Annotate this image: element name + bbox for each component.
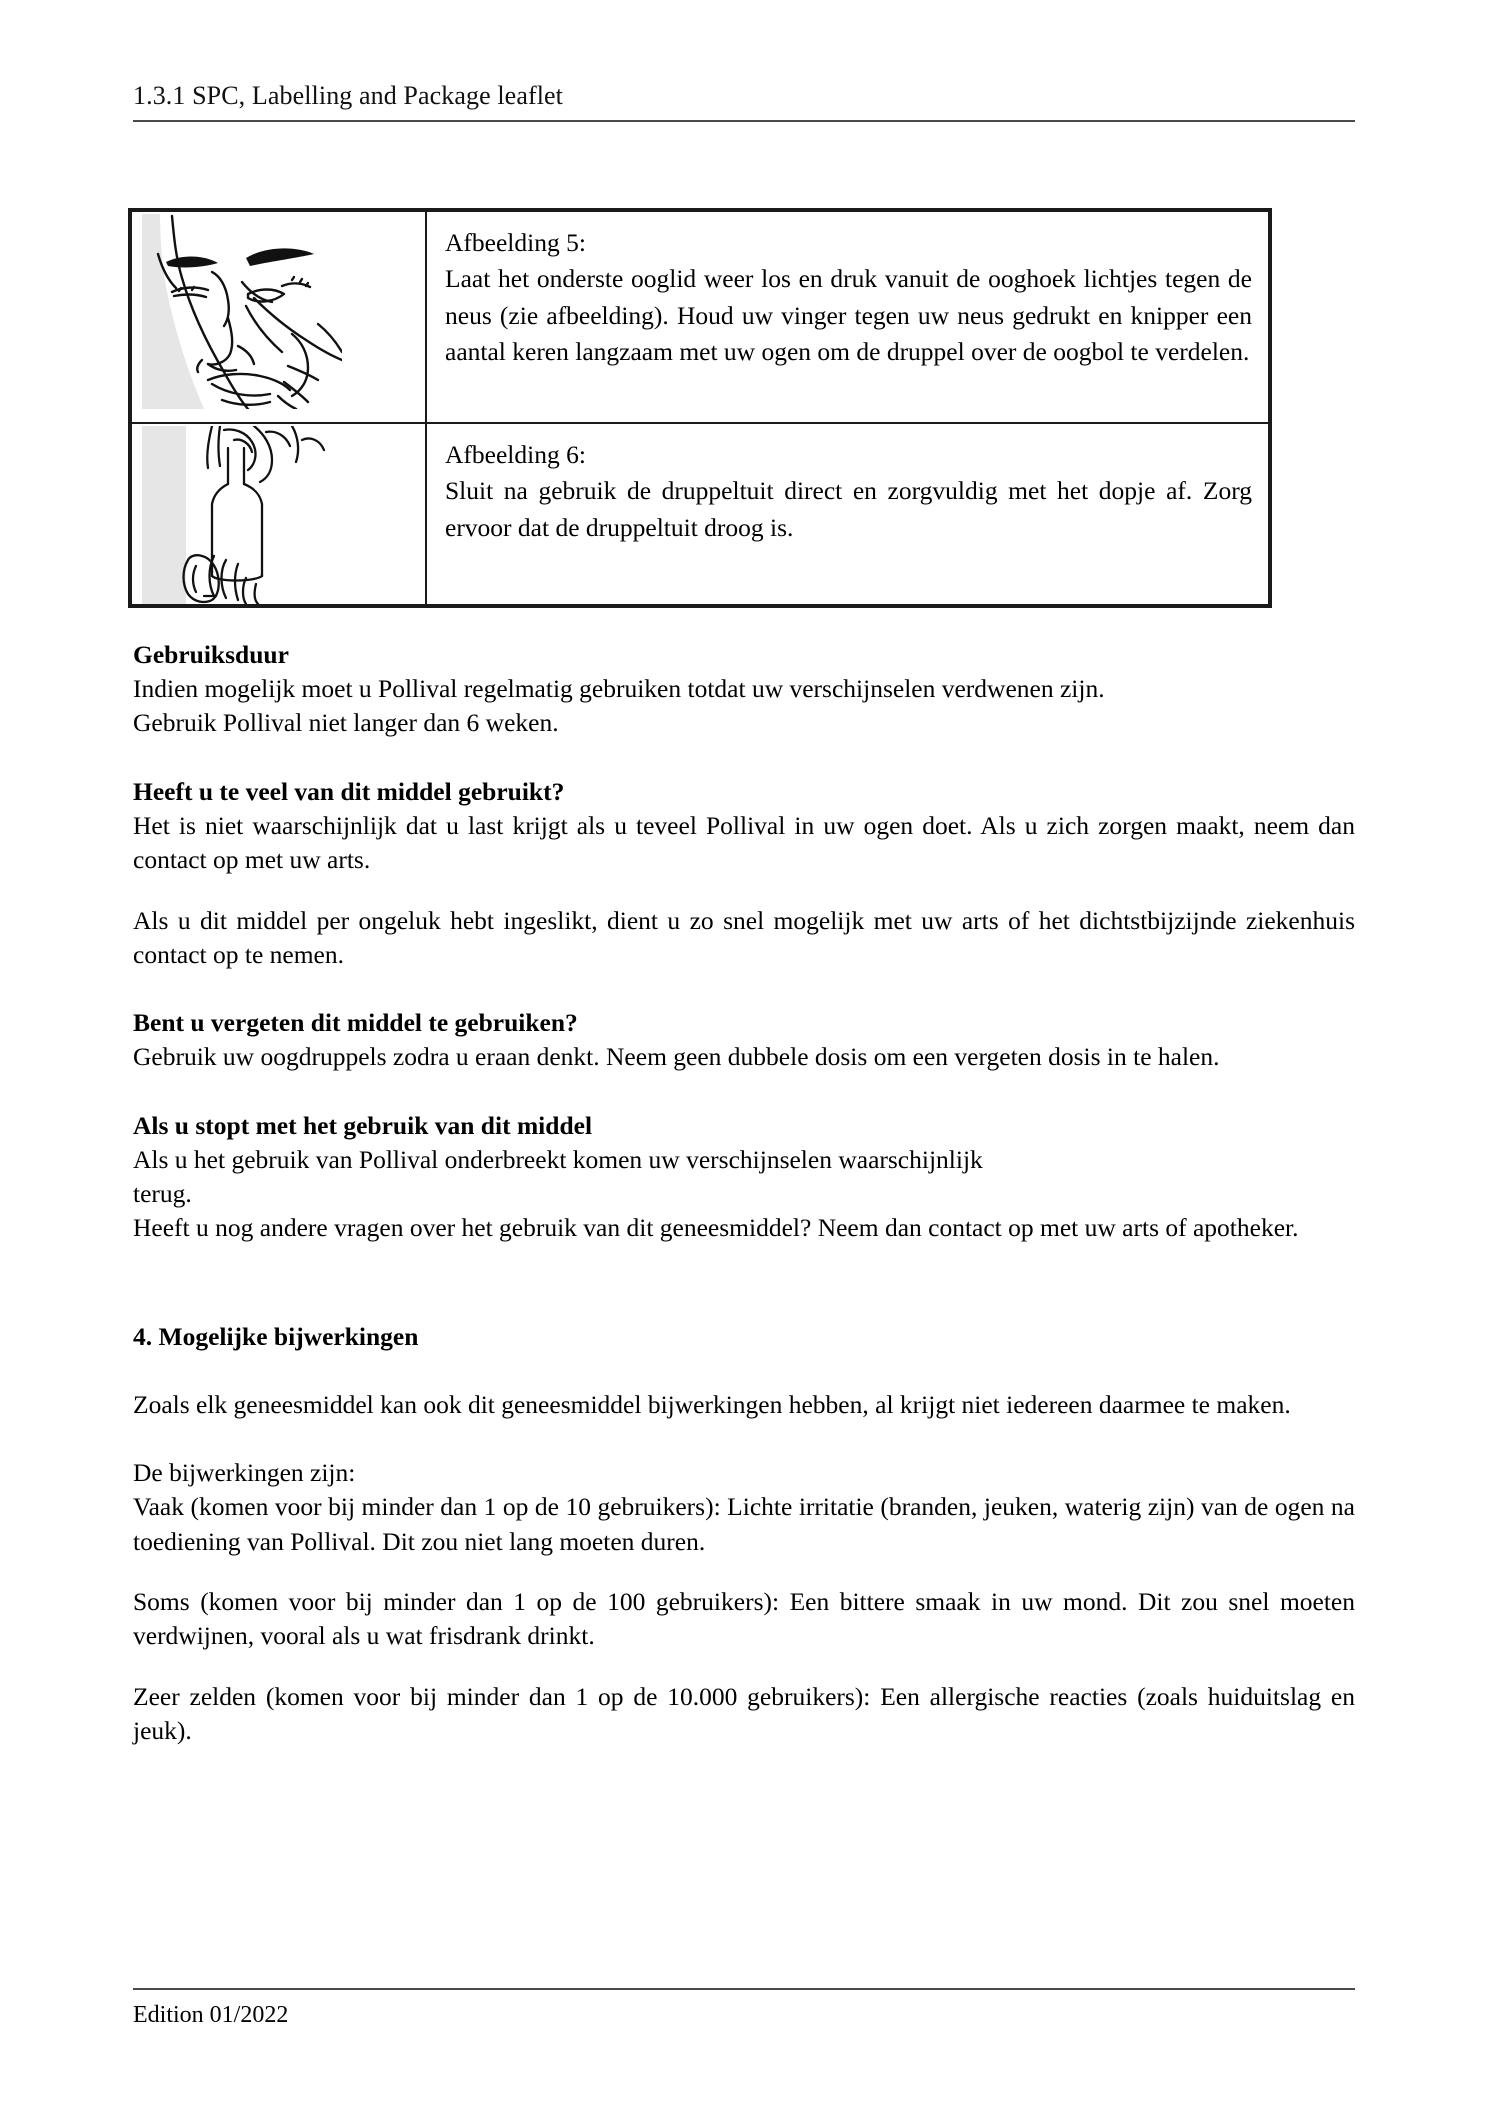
heading-stoppen-gebruik: Als u stopt met het gebruik van dit middel bbox=[133, 1110, 593, 1140]
heading-te-veel-gebruikt: Heeft u te veel van dit middel gebruikt? bbox=[133, 776, 565, 806]
document-body bbox=[133, 638, 1355, 1748]
paragraph-bijwerking-zeer-zelden: Zeer zelden (komen voor bij minder dan 1 op de 10.000 gebruikers): Een allergische reacties (zoals huiduitslag en jeuk). bbox=[133, 1681, 1355, 1745]
table-row bbox=[131, 211, 1269, 423]
heading-gebruiksduur: Gebruiksduur bbox=[133, 640, 289, 669]
paragraph-te-veel-2: Als u dit middel per ongeluk hebt ingeslikt, dient u zo snel mogelijk met uw arts of het dichtstbijzijnde ziekenhuis contact op te nemen. bbox=[133, 905, 1355, 969]
figure-5-text-cell bbox=[426, 211, 1269, 423]
paragraph-stoppen-1: Als u het gebruik van Pollival onderbreekt komen uw verschijnselen waarschijnlijk bbox=[133, 1144, 983, 1174]
paragraph-bijwerkingen-lead: De bijwerkingen zijn: bbox=[133, 1458, 356, 1488]
figure-5-label: Afbeelding 5: bbox=[445, 228, 586, 257]
heading-vergeten-gebruiken: Bent u vergeten dit middel te gebruiken? bbox=[133, 1008, 578, 1038]
figure-6-text-cell bbox=[426, 423, 1269, 605]
paragraph-gebruiksduur-2: Gebruik Pollival niet langer dan 6 weken. bbox=[133, 708, 559, 738]
footer-divider bbox=[133, 1988, 1355, 1990]
figure-table bbox=[128, 208, 1272, 608]
paragraph-gebruiksduur-1: Indien mogelijk moet u Pollival regelmatig gebruiken totdat uw verschijnselen verdwenen zijn. bbox=[133, 674, 1105, 704]
header-title: 1.3.1 SPC, Labelling and Package leaflet bbox=[133, 81, 564, 110]
figure-6-caption bbox=[445, 437, 1252, 546]
page-footer bbox=[133, 1988, 1355, 2030]
hand-closing-dropper-bottle-illustration bbox=[142, 426, 342, 604]
paragraph-stoppen-2: terug. bbox=[133, 1179, 192, 1208]
header-divider bbox=[133, 120, 1355, 122]
page-header bbox=[133, 80, 1355, 122]
paragraph-vergeten-1: Gebruik uw oogdruppels zodra u eraan denkt. Neem geen dubbele dosis om een vergeten dosis in te halen. bbox=[133, 1042, 1220, 1072]
figure-5-image-cell bbox=[131, 211, 426, 423]
figure-6-image-cell bbox=[131, 423, 426, 605]
paragraph-section4-intro: Zoals elk geneesmiddel kan ook dit geneesmiddel bijwerkingen hebben, al krijgt niet iedereen daarmee te maken. bbox=[133, 1389, 1291, 1419]
paragraph-bijwerking-vaak: Vaak (komen voor bij minder dan 1 op de 10 gebruikers): Lichte irritatie (branden, jeuken, waterig zijn) van de ogen na toediening van Pollival. Dit zou niet lang moeten duren. bbox=[133, 1492, 1355, 1556]
figure-5-caption bbox=[445, 225, 1252, 371]
footer-edition: Edition 01/2022 bbox=[133, 2002, 289, 2028]
heading-section-4: 4. Mogelijke bijwerkingen bbox=[133, 1321, 419, 1351]
paragraph-te-veel-1: Het is niet waarschijnlijk dat u last krijgt als u teveel Pollival in uw ogen doet. Als u zich zorgen maakt, neem dan contact op met uw arts. bbox=[133, 810, 1355, 875]
figure-6-caption-text: Sluit na gebruik de druppeltuit direct en zorgvuldig met het dopje af. Zorg ervoor dat de druppeltuit droog is. bbox=[445, 476, 1252, 542]
paragraph-bijwerking-soms: Soms (komen voor bij minder dan 1 op de 100 gebruikers): Een bittere smaak in uw mond. Dit zou snel moeten verdwijnen, vooral als u wat frisdrank drinkt. bbox=[133, 1586, 1355, 1651]
figure-6-label: Afbeelding 6: bbox=[445, 440, 586, 469]
paragraph-stoppen-3: Heeft u nog andere vragen over het gebruik van dit geneesmiddel? Neem dan contact op met uw arts of apotheker. bbox=[133, 1213, 1299, 1243]
figure-5-caption-text: Laat het onderste ooglid weer los en druk vanuit de ooghoek lichtjes tegen de neus (zie afbeelding). Houd uw vinger tegen uw neus gedrukt en knipper een aantal keren langzaam met uw ogen om de druppel over de oogbol te verdelen. bbox=[445, 264, 1252, 367]
table-row bbox=[131, 423, 1269, 605]
face-pressing-eye-corner-illustration bbox=[142, 214, 342, 409]
